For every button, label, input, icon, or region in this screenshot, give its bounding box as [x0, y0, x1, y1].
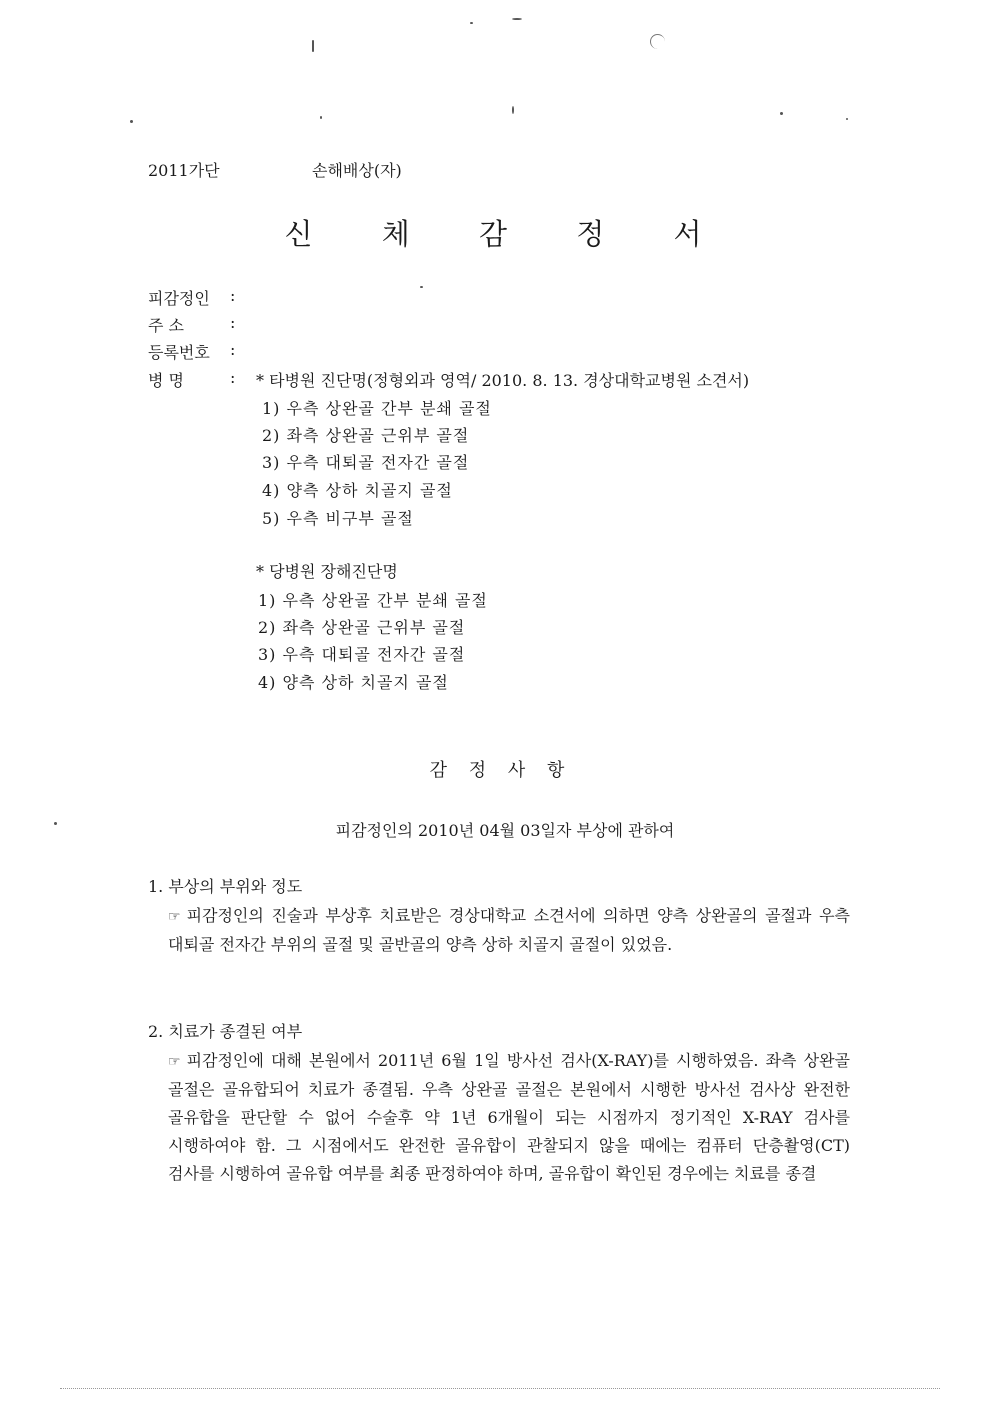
- question-answer: [168, 902, 850, 959]
- answer-text: 피감정인의 진술과 부상후 치료받은 경상대학교 소견서에 의하면 양측 상완골의 골절과 우측 대퇴골 전자간 부위의 골절 및 골반골의 양측 상하 치골지 골절이 있었음.: [168, 906, 850, 954]
- diagnosis-item: 3) 우측 대퇴골 전자간 골절: [262, 453, 470, 472]
- scan-speck: [420, 286, 423, 288]
- field-colon: :: [230, 368, 236, 387]
- diagnosis-item: 1) 우측 상완골 간부 분쇄 골절: [258, 591, 488, 610]
- our-hospital-diagnosis-header: * 당병원 장해진단명: [256, 562, 398, 581]
- diagnosis-item: 2) 좌측 상완골 근위부 골절: [258, 618, 466, 637]
- scan-speck: [470, 22, 473, 24]
- registration-number-label: 등록번호: [148, 343, 210, 362]
- diagnosis-label: 병 명: [148, 371, 184, 390]
- pointing-hand-icon: ☞: [168, 1054, 181, 1070]
- document-title: 신 체 감 정 서: [284, 217, 732, 251]
- other-hospital-diagnosis-header: * 타병원 진단명(정형외과 영역/ 2010. 8. 13. 경상대학교병원 소견서): [256, 371, 750, 390]
- subject-label: 피감정인: [148, 289, 210, 308]
- scan-speck: [650, 34, 665, 49]
- scan-speck: [320, 116, 322, 119]
- diagnosis-item: 4) 양측 상하 치골지 골절: [262, 481, 453, 500]
- question-heading: 2. 치료가 종결된 여부: [148, 1022, 303, 1041]
- scan-speck: [846, 118, 848, 120]
- diagnosis-item: 2) 좌측 상완골 근위부 골절: [262, 426, 470, 445]
- field-colon: :: [230, 286, 236, 305]
- question-answer: [168, 1047, 850, 1188]
- question-heading: 1. 부상의 부위와 정도: [148, 877, 303, 896]
- pointing-hand-icon: ☞: [168, 909, 181, 925]
- answer-text: 피감정인에 대해 본원에서 2011년 6월 1일 방사선 검사(X-RAY)를 시행하였음. 좌측 상완골 골절은 골유합되어 치료가 종결됨. 우측 상완골 골절은 본원에서 시행한 방사선 검사상 완전한 골유합을 판단할 수 없어 수술후 약 1년 6개월이 되는 시점까지 정기적인 X-RAY 검사를 시행하여야 함. 그 시점에서도 완전한 골유합이 관찰되지 않을 때에는 컴퓨터 단층촬영(CT) 검사를 시행하여 골유합 여부를 최종 판정하여야 하며, 골유합이 확인된 경우에는 치료를 종결: [168, 1051, 850, 1183]
- scan-speck: [312, 40, 314, 52]
- diagnosis-item: 4) 양측 상하 치골지 골절: [258, 673, 449, 692]
- diagnosis-item: 3) 우측 대퇴골 전자간 골절: [258, 645, 466, 664]
- case-name: 손해배상(자): [312, 161, 402, 180]
- subject-line: 피감정인의 2010년 04월 03일자 부상에 관하여: [335, 821, 675, 840]
- diagnosis-item: 5) 우측 비구부 골절: [262, 509, 414, 528]
- address-label: 주 소: [148, 316, 184, 335]
- case-number: 2011가단: [148, 161, 220, 180]
- scan-speck: [780, 112, 783, 115]
- field-colon: :: [230, 340, 236, 359]
- field-colon: :: [230, 313, 236, 332]
- scan-bottom-edge: [60, 1388, 940, 1389]
- section-title: 감 정 사 항: [429, 760, 573, 781]
- scan-speck: [512, 106, 514, 114]
- scan-speck: [512, 18, 522, 20]
- diagnosis-item: 1) 우측 상완골 간부 분쇄 골절: [262, 399, 492, 418]
- scan-speck: [130, 120, 133, 123]
